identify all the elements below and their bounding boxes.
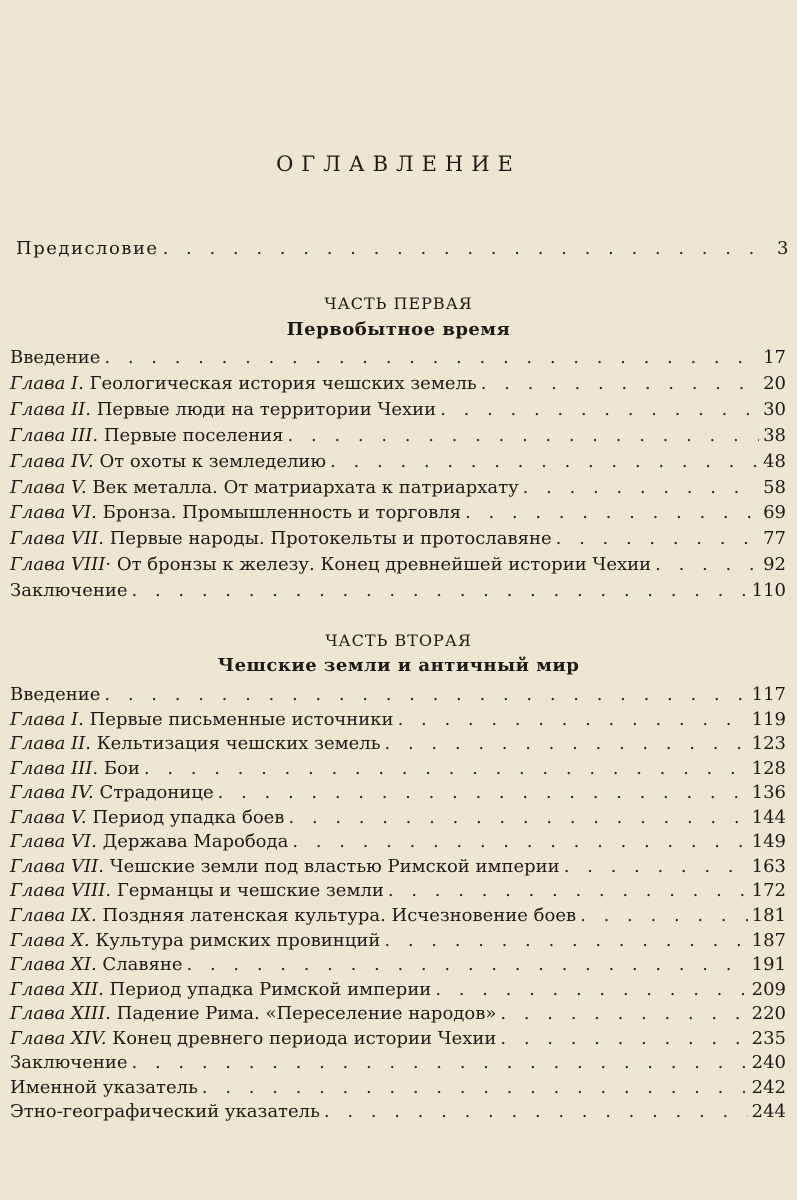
leader-dots — [440, 399, 759, 420]
part-subtitle: Чешские земли и античный мир — [217, 655, 580, 676]
chapter-title: Падение Рима. «Переселение народов» — [116, 1003, 497, 1025]
chapter-title: Конец древнего периода истории Чехии — [112, 1027, 497, 1049]
leader-dots — [556, 528, 759, 549]
toc-entry — [10, 831, 786, 857]
chapter-number: Глава XI. — [10, 954, 97, 976]
toc-entry — [10, 954, 786, 980]
toc-entry — [10, 733, 786, 759]
entry-label — [10, 733, 381, 754]
entry-page: 149 — [751, 831, 786, 853]
entry-label — [10, 425, 284, 446]
entry-label — [10, 880, 384, 901]
toc-entry — [10, 758, 786, 784]
chapter-title: Введение — [10, 347, 101, 368]
entry-page: 117 — [751, 684, 786, 705]
chapter-title: Период упадка Римской империи — [109, 978, 432, 1000]
entry-page: 30 — [763, 398, 786, 420]
leader-dots — [580, 905, 748, 926]
entry-label — [10, 451, 326, 472]
chapter-title: Первые письменные источники — [89, 708, 394, 730]
entry-page: 38 — [763, 424, 786, 446]
toc-entry — [10, 856, 786, 882]
entry-page: 3 — [777, 238, 790, 259]
entry-page: 17 — [763, 347, 786, 368]
chapter-title: Поздняя латенская культура. Исчезновение боев — [102, 904, 577, 926]
entry-label — [10, 580, 128, 601]
entry-label — [10, 905, 576, 926]
leader-dots — [330, 451, 759, 472]
toc-entry — [10, 451, 786, 477]
toc-entry — [10, 684, 786, 710]
leader-dots — [104, 684, 747, 705]
entry-page: 172 — [751, 880, 786, 902]
chapter-title: Бронза. Промышленность и торговля — [102, 502, 462, 524]
chapter-number: Глава VII. — [10, 855, 104, 877]
chapter-number: Глава IX. — [10, 904, 97, 926]
entry-label — [10, 373, 477, 394]
leader-dots — [564, 856, 748, 877]
chapter-number: Глава V. — [10, 806, 87, 828]
entry-label — [10, 528, 552, 549]
leader-dots — [500, 1003, 747, 1024]
chapter-number: Глава VI. — [10, 831, 97, 853]
leader-dots — [324, 1101, 748, 1122]
toc-entry — [10, 782, 786, 808]
entry-label — [10, 554, 651, 575]
toc-entry — [10, 1052, 786, 1078]
chapter-title: Век металла. От матриархата к патриархату — [92, 476, 519, 498]
chapter-title: Введение — [10, 684, 101, 705]
leader-dots — [523, 477, 759, 498]
leader-dots — [288, 425, 760, 446]
leader-dots — [187, 954, 748, 975]
chapter-number: Глава VII. — [10, 528, 104, 550]
entry-label — [10, 1101, 320, 1122]
toc-entry-preface — [16, 238, 790, 264]
entry-label — [10, 1052, 128, 1073]
entry-label — [10, 399, 436, 420]
chapter-title: Первые народы. Протокельты и протославяне — [109, 528, 552, 550]
entry-label — [10, 979, 431, 1000]
leader-dots — [132, 580, 748, 601]
entry-label — [10, 930, 380, 951]
entry-label — [10, 831, 288, 852]
chapter-number: Глава VI. — [10, 502, 97, 524]
leader-dots — [385, 733, 748, 754]
leader-dots — [163, 238, 773, 259]
entry-page: 92 — [763, 554, 786, 576]
entry-label — [10, 684, 100, 705]
chapter-number: Глава XII. — [10, 978, 104, 1000]
entry-page: 163 — [751, 855, 786, 877]
entry-page: 240 — [751, 1052, 786, 1074]
chapter-title: Заключение — [10, 580, 128, 602]
toc-entry — [10, 709, 786, 735]
toc-entry — [10, 425, 786, 451]
leader-dots — [435, 979, 747, 1000]
leader-dots — [465, 502, 759, 523]
entry-page: 144 — [751, 806, 786, 828]
chapter-title: Первые поселения — [103, 424, 284, 446]
part-heading: ЧАСТЬ ПЕРВАЯ — [324, 294, 473, 313]
chapter-number: Глава III. — [10, 757, 99, 779]
chapter-number: Глава III. — [10, 424, 99, 446]
toc-entry — [10, 1101, 786, 1127]
chapter-title: От охоты к земледелию — [99, 450, 327, 472]
entry-label — [10, 1028, 496, 1049]
entry-page: 242 — [751, 1076, 786, 1098]
leader-dots — [292, 831, 747, 852]
chapter-title: Именной указатель — [10, 1076, 198, 1098]
toc-entry — [10, 347, 786, 373]
leader-dots — [388, 880, 748, 901]
leader-dots — [500, 1028, 747, 1049]
entry-page: 110 — [751, 580, 786, 602]
entry-label — [10, 1003, 496, 1024]
leader-dots — [144, 758, 748, 779]
entry-page: 20 — [763, 372, 786, 394]
toc-entry — [10, 580, 786, 606]
chapter-number: Глава I. — [10, 708, 84, 730]
entry-page: 235 — [751, 1027, 786, 1049]
leader-dots — [132, 1052, 748, 1073]
chapter-title: Первые люди на территории Чехии — [96, 398, 437, 420]
toc-entry — [10, 528, 786, 554]
part-subtitle: Первобытное время — [286, 319, 511, 340]
entry-label — [10, 807, 284, 828]
toc-entry — [10, 1003, 786, 1029]
toc-entry — [10, 399, 786, 425]
entry-page: 119 — [751, 708, 786, 730]
entry-page: 244 — [751, 1101, 786, 1123]
chapter-number: Глава II. — [10, 733, 91, 755]
entry-label — [10, 709, 394, 730]
toc-entry — [10, 373, 786, 399]
entry-page: 191 — [751, 954, 786, 976]
leader-dots — [104, 347, 759, 368]
chapter-number: Глава II. — [10, 398, 91, 420]
chapter-title: Геологическая история чешских земель — [89, 372, 477, 394]
leader-dots — [481, 373, 759, 394]
entry-label — [10, 347, 100, 368]
entry-page: 58 — [763, 476, 786, 498]
entry-label — [10, 1077, 198, 1098]
toc-entry — [10, 1028, 786, 1054]
chapter-title: Германцы и чешские земли — [116, 880, 384, 902]
entry-label — [10, 954, 183, 975]
toc-entry — [10, 905, 786, 931]
leader-dots — [384, 930, 747, 951]
chapter-title: Чешские земли под властью Римской империи — [109, 855, 560, 877]
entry-label — [10, 502, 461, 523]
entry-page: 48 — [763, 450, 786, 472]
entry-label: Предисловие — [16, 238, 159, 259]
chapter-title: Кельтизация чешских земель — [96, 733, 381, 755]
chapter-number: Глава IV. — [10, 782, 94, 804]
chapter-number: Глава VIII. — [10, 880, 112, 902]
chapter-number: Глава XIII. — [10, 1003, 111, 1025]
entry-page: 187 — [751, 929, 786, 951]
chapter-title: Славяне — [102, 954, 183, 976]
leader-dots — [655, 554, 759, 575]
chapter-number: Глава X. — [10, 929, 90, 951]
chapter-number: Глава VIII· — [10, 554, 112, 576]
part-heading: ЧАСТЬ ВТОРАЯ — [325, 631, 472, 650]
entry-page: 136 — [751, 782, 786, 804]
toc-entry — [10, 554, 786, 580]
chapter-title: Бои — [103, 757, 140, 779]
leader-dots — [398, 709, 748, 730]
entry-label — [10, 758, 140, 779]
toc-entry — [10, 807, 786, 833]
entry-label — [10, 782, 214, 803]
chapter-title: Держава Маробода — [102, 831, 289, 853]
entry-label — [10, 477, 519, 498]
chapter-number: Глава XIV. — [10, 1027, 107, 1049]
chapter-title: От бронзы к железу. Конец древнейшей истории Чехии — [116, 554, 652, 576]
toc-entry — [10, 1077, 786, 1103]
toc-entry — [10, 979, 786, 1005]
chapter-number: Глава V. — [10, 476, 87, 498]
entry-page: 209 — [751, 978, 786, 1000]
toc-entry — [10, 502, 786, 528]
toc-entry — [10, 930, 786, 956]
entry-page: 123 — [751, 733, 786, 755]
leader-dots — [218, 782, 748, 803]
chapter-title: Страдонице — [99, 782, 214, 804]
entry-page: 128 — [751, 757, 786, 779]
leader-dots — [288, 807, 747, 828]
chapter-title: Период упадка боев — [92, 806, 285, 828]
chapter-number: Глава I. — [10, 372, 84, 394]
page-title: ОГЛАВЛЕНИЕ — [276, 152, 521, 176]
entry-page: 69 — [763, 502, 786, 524]
toc-entry — [10, 477, 786, 503]
chapter-title: Культура римских провинций — [95, 929, 381, 951]
entry-label — [10, 856, 560, 877]
chapter-title: Этно-географический указатель — [10, 1101, 320, 1123]
entry-page: 77 — [763, 528, 786, 550]
chapter-number: Глава IV. — [10, 450, 94, 472]
toc-entry — [10, 880, 786, 906]
leader-dots — [202, 1077, 748, 1098]
chapter-title: Заключение — [10, 1052, 128, 1074]
entry-page: 220 — [751, 1003, 786, 1025]
entry-page: 181 — [751, 904, 786, 926]
